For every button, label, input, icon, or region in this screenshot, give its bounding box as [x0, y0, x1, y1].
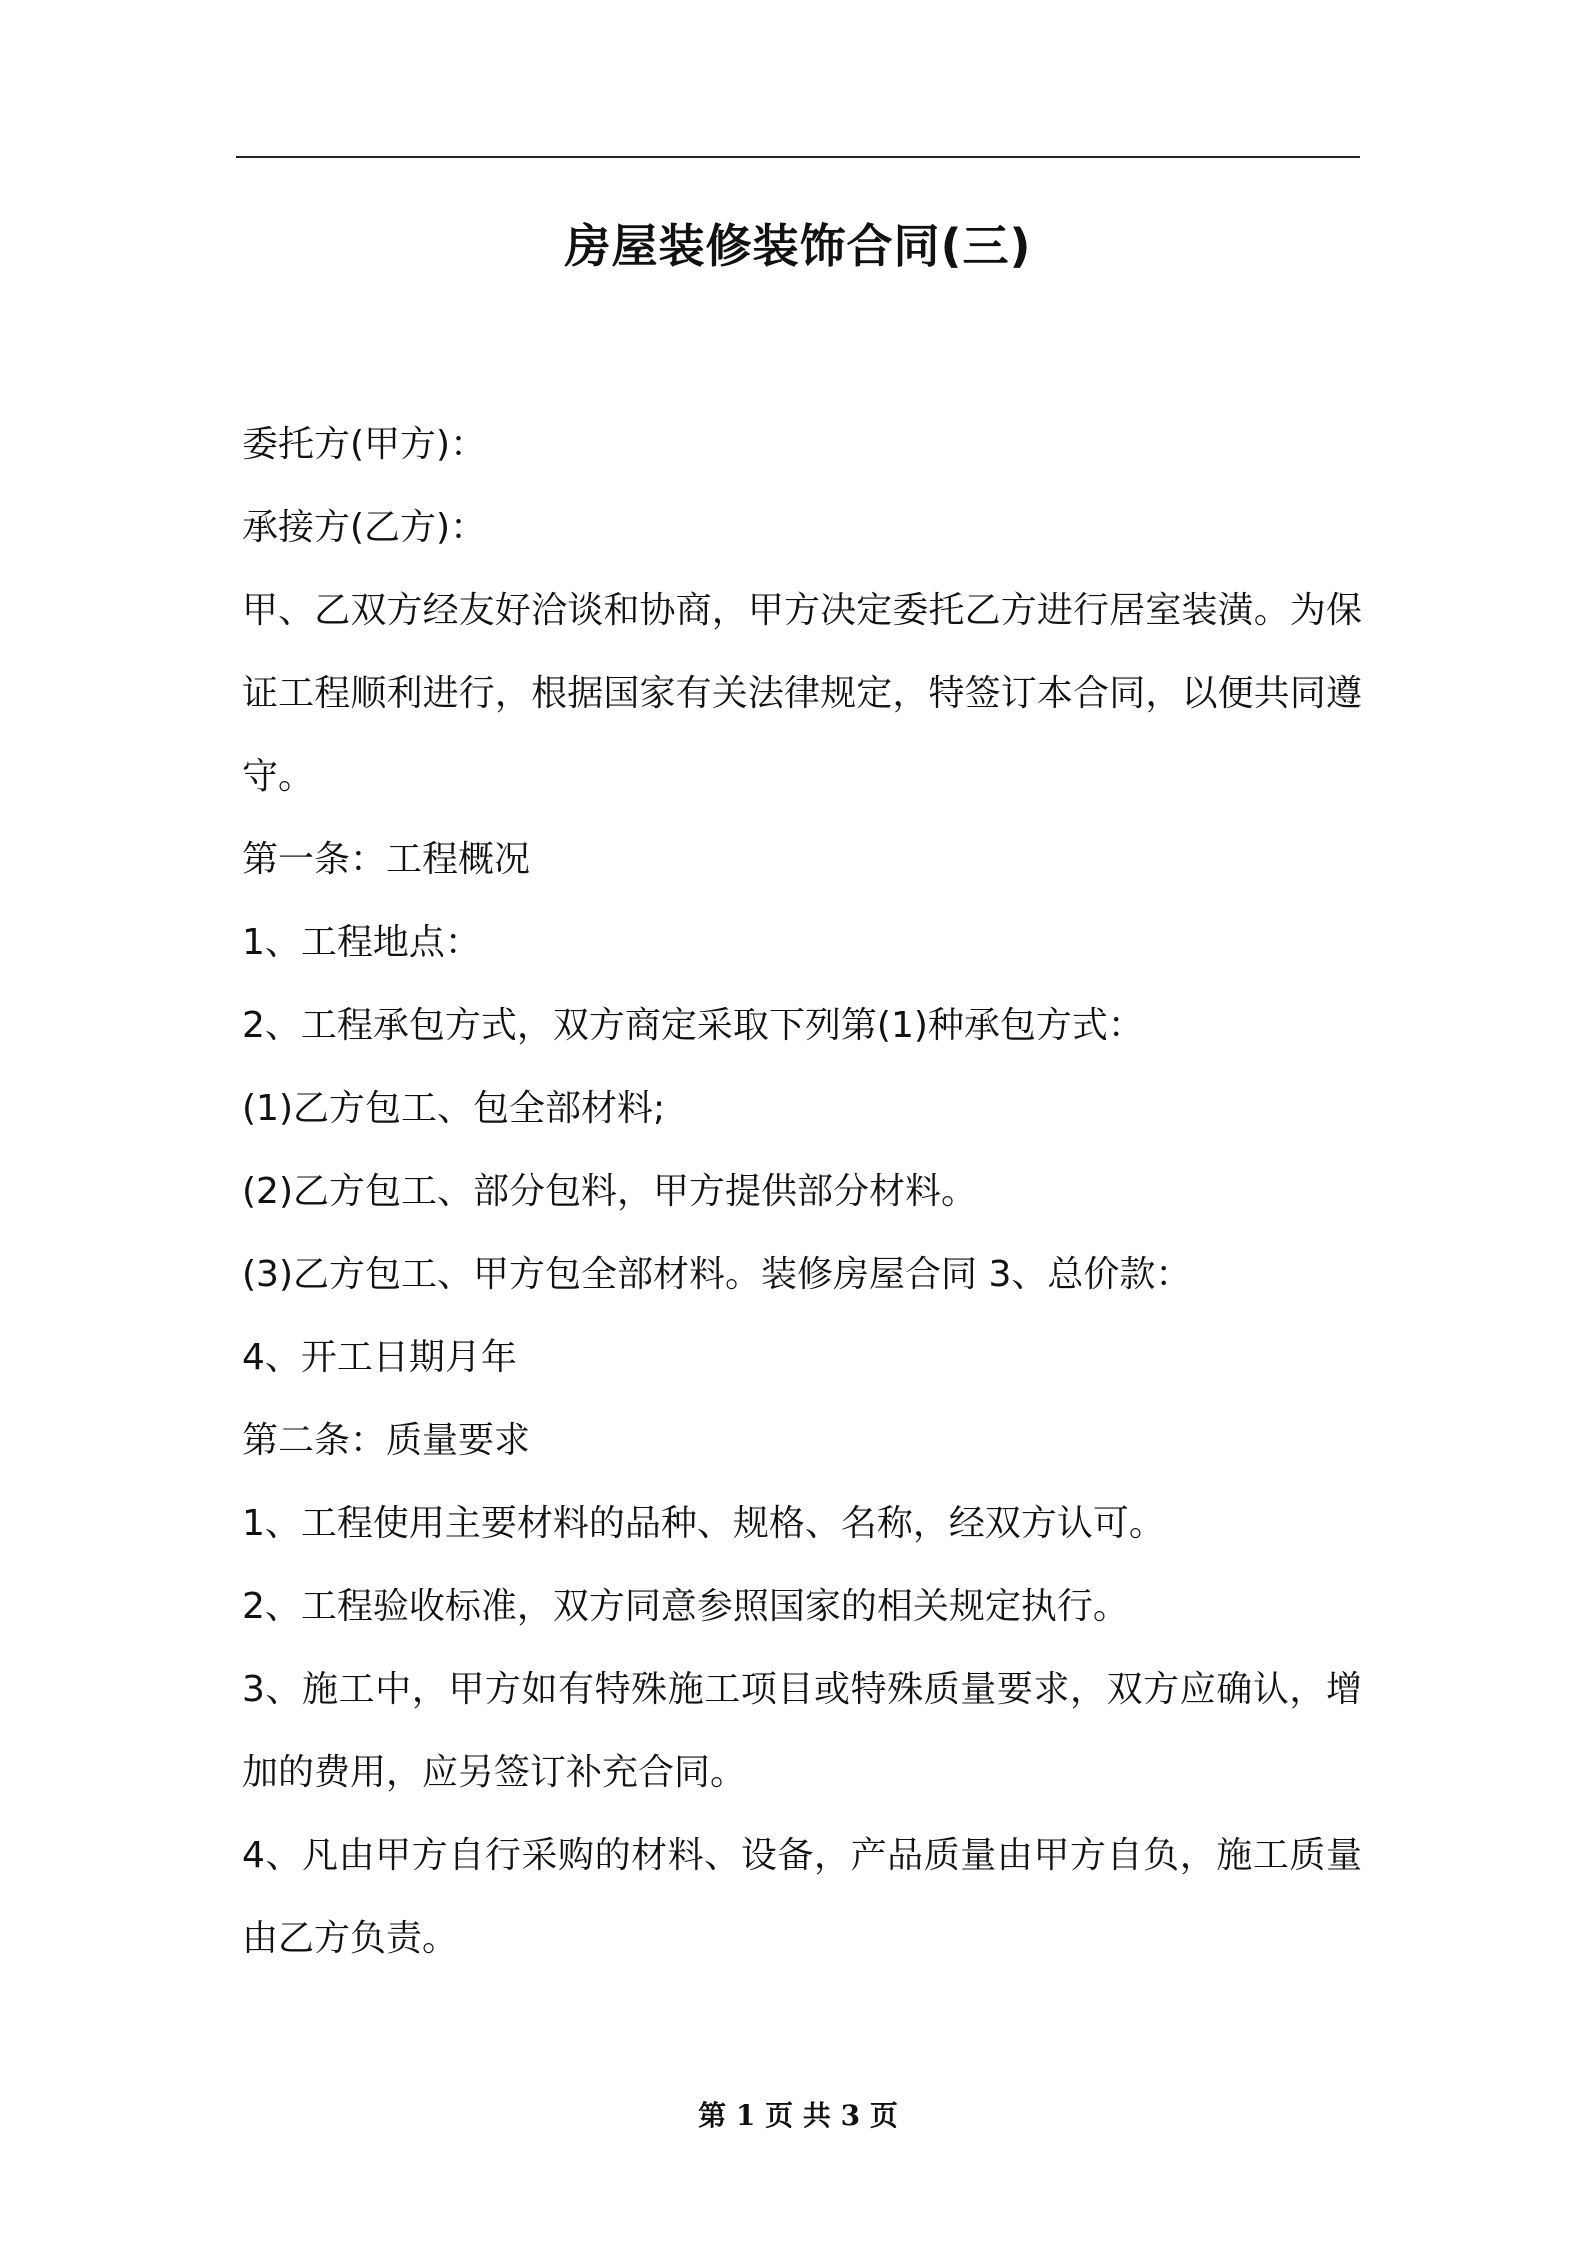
document-title: 房屋装修装饰合同(三) [564, 219, 1032, 273]
contract-option-1: (1)乙方包工、包全部材料; [242, 1088, 666, 1129]
party-b-line: 承接方(乙方)： [242, 507, 487, 548]
article-2-item-4: 4、凡由甲方自行采购的材料、设备，产品质量由甲方自负，施工质量由乙方负责。 [242, 1835, 1362, 1959]
article-2-item-2: 2、工程验收标准，双方同意参照国家的相关规定执行。 [242, 1586, 1129, 1627]
party-a-line: 委托方(甲方)： [242, 424, 487, 465]
article-1-item-1: 1、工程地点： [242, 922, 481, 963]
page-number-footer: 第 1 页 共 3 页 [698, 2099, 898, 2132]
article-1-item-4: 4、开工日期月年 [242, 1337, 517, 1378]
article-2-heading: 第二条：质量要求 [242, 1420, 531, 1461]
article-2-item-1: 1、工程使用主要材料的品种、规格、名称，经双方认可。 [242, 1503, 1165, 1544]
document-body [242, 403, 1362, 1980]
article-1-heading: 第一条：工程概况 [242, 839, 531, 880]
article-2-item-3: 3、施工中，甲方如有特殊施工项目或特殊质量要求，双方应确认，增加的费用，应另签订补充合同。 [242, 1669, 1362, 1793]
contract-option-3: (3)乙方包工、甲方包全部材料。装修房屋合同 3、总价款： [242, 1254, 1192, 1295]
header-divider [236, 156, 1360, 158]
contract-option-2: (2)乙方包工、部分包料，甲方提供部分材料。 [242, 1171, 977, 1212]
article-1-item-2: 2、工程承包方式，双方商定采取下列第(1)种承包方式： [242, 1005, 1144, 1046]
preamble-paragraph: 甲、乙双方经友好洽谈和协商，甲方决定委托乙方进行居室装潢。为保证工程顺利进行，根据国家有关法律规定，特签订本合同，以便共同遵守。 [242, 590, 1362, 797]
